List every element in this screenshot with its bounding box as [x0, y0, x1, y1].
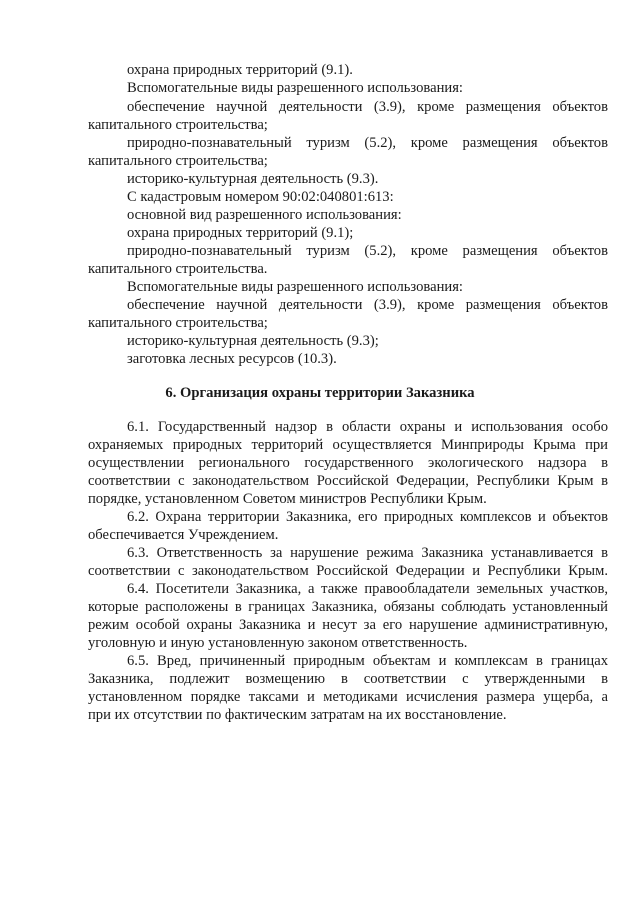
text-line: природно-познавательный туризм (5.2), кроме размещения объектов — [127, 243, 608, 259]
text-line: 6.3. Ответственность за нарушение режима Заказника устанавливается в — [127, 545, 608, 561]
text-line: обеспечивается Учреждением. — [88, 527, 279, 543]
text-line: соответствии с законодательством Российской Федерации и Республики Крым. — [88, 563, 608, 579]
text-line: установленном порядке таксами и методиками исчисления размера ущерба, а — [88, 689, 608, 705]
text-line: капитального строительства; — [88, 315, 268, 331]
text-line: Вспомогательные виды разрешенного использования: — [127, 279, 463, 295]
text-line: которые расположены в границах Заказника, обязаны соблюдать установленный — [88, 599, 608, 615]
text-line: 6.2. Охрана территории Заказника, его природных комплексов и объектов — [127, 509, 608, 525]
text-line: природно-познавательный туризм (5.2), кроме размещения объектов — [127, 135, 608, 151]
text-line: Вспомогательные виды разрешенного использования: — [127, 80, 463, 96]
text-line: режим особой охраны Заказника и несут за его нарушение административную, — [88, 617, 608, 633]
text-line: С кадастровым номером 90:02:040801:613: — [127, 189, 394, 205]
text-line: соответствии с законодательством Российской Федерации, Республики Крым в — [88, 473, 608, 489]
text-line: обеспечение научной деятельности (3.9), кроме размещения объектов — [127, 99, 608, 115]
text-line: капитального строительства; — [88, 117, 268, 133]
text-line: порядке, установленном Советом министров Республики Крым. — [88, 491, 487, 507]
text-line: при их отсутствии по фактическим затратам на их восстановление. — [88, 707, 507, 723]
text-line: охраняемых природных территорий осуществляется Минприроды Крыма при — [88, 437, 608, 453]
text-line: охрана природных территорий (9.1). — [127, 62, 353, 78]
text-line: уголовную и иную установленную законом ответственность. — [88, 635, 468, 651]
text-line: охрана природных территорий (9.1); — [127, 225, 354, 241]
text-line: обеспечение научной деятельности (3.9), кроме размещения объектов — [127, 297, 608, 313]
text-line: Заказника, подлежит возмещению в соответствии с утвержденными в — [88, 671, 608, 687]
text-line: заготовка лесных ресурсов (10.3). — [127, 351, 337, 367]
text-line: капитального строительства; — [88, 153, 268, 169]
text-line: историко-культурная деятельность (9.3); — [127, 333, 379, 349]
text-line: 6.4. Посетители Заказника, а также правообладатели земельных участков, — [127, 581, 608, 597]
text-line: капитального строительства. — [88, 261, 268, 277]
section-heading: 6. Организация охраны территории Заказника — [165, 385, 475, 401]
text-line: основной вид разрешенного использования: — [127, 207, 402, 223]
text-line: осуществлении регионального государственного экологического надзора в — [88, 455, 608, 471]
text-line: 6.1. Государственный надзор в области охраны и использования особо — [127, 419, 608, 435]
text-line: 6.5. Вред, причиненный природным объектам и комплексам в границах — [127, 653, 608, 669]
text-line: историко-культурная деятельность (9.3). — [127, 171, 379, 187]
